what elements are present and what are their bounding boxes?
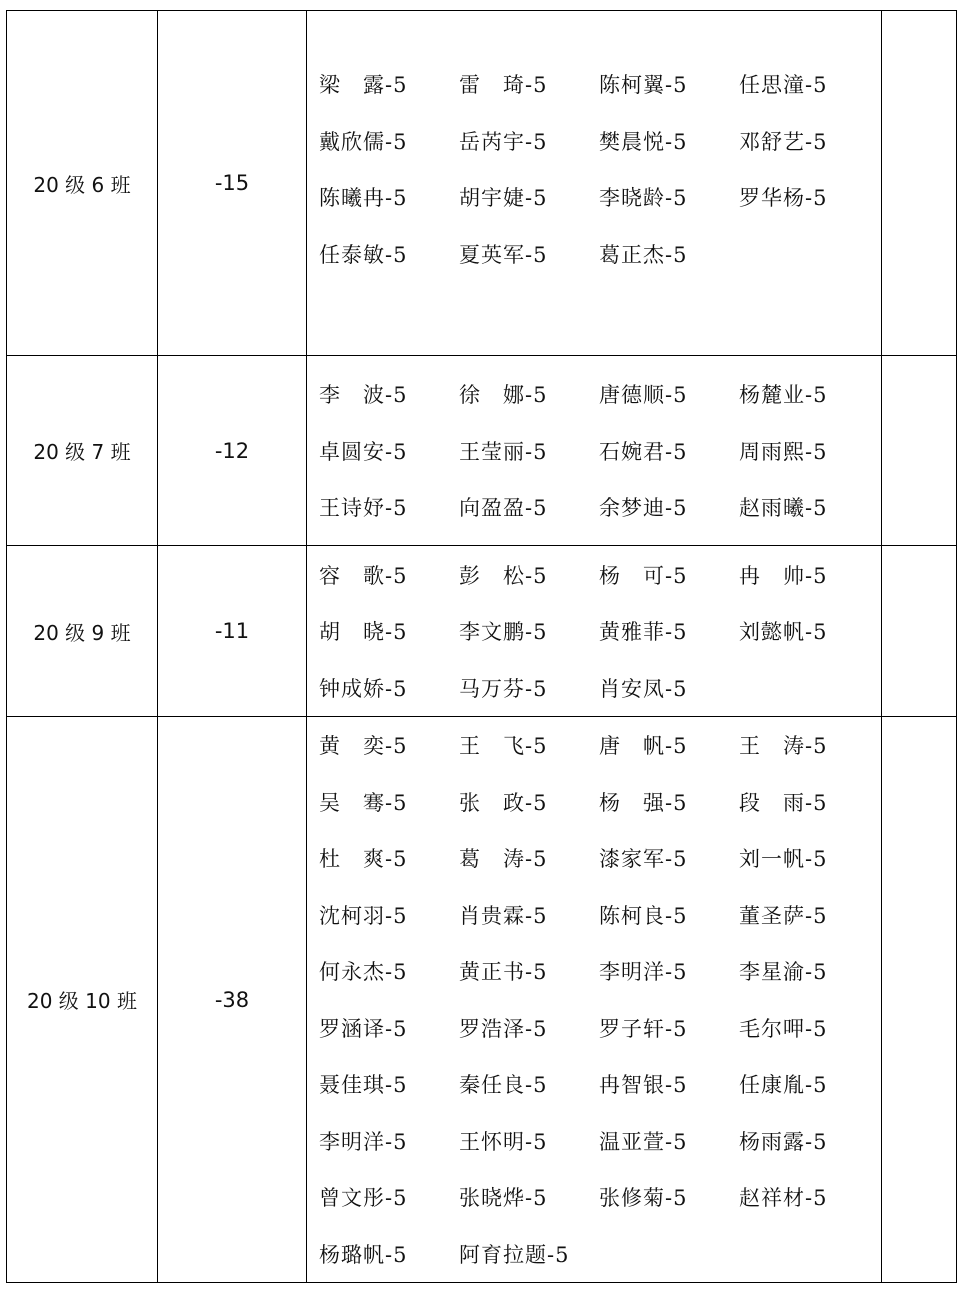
student-deduction: 罗子轩-5 [599, 1016, 688, 1041]
student-deduction: 樊晨悦-5 [599, 129, 688, 154]
student-deduction: 杨璐帆-5 [319, 1242, 408, 1267]
student-deduction: 彭 松-5 [459, 563, 548, 588]
student-deduction: 胡 晓-5 [319, 620, 408, 644]
student-deduction: 徐 娜-5 [459, 383, 548, 407]
student-deduction: 沈柯羽-5 [319, 903, 408, 928]
table-row [7, 717, 957, 1283]
names-cell [307, 356, 882, 546]
student-deduction: 梁 露-5 [319, 73, 408, 98]
score-cell: -38 [158, 717, 307, 1283]
student-deduction: 曾文彤-5 [319, 1186, 408, 1211]
class-cell: 20 级 10 班 [7, 717, 158, 1283]
score-cell: -11 [158, 546, 307, 717]
student-deduction: 秦任良-5 [459, 1073, 548, 1098]
student-deduction: 刘一帆-5 [739, 847, 828, 872]
student-deduction: 李晓龄-5 [599, 186, 688, 211]
names-list [307, 546, 881, 716]
remarks-cell [882, 11, 957, 356]
class-cell: 20 级 6 班 [7, 11, 158, 356]
student-deduction: 罗浩泽-5 [459, 1016, 548, 1041]
student-deduction: 漆家军-5 [599, 847, 688, 872]
student-deduction: 葛 涛-5 [459, 847, 548, 872]
names-list [307, 56, 881, 310]
deduction-table [6, 10, 957, 1283]
student-deduction: 董圣萨-5 [739, 903, 828, 928]
student-deduction: 毛尔呷-5 [739, 1016, 828, 1041]
student-deduction: 张 政-5 [459, 790, 548, 815]
student-deduction: 卓圆安-5 [319, 439, 408, 464]
student-deduction: 王莹丽-5 [459, 439, 548, 464]
score-cell: -15 [158, 11, 307, 356]
student-deduction: 李文鹏-5 [459, 620, 548, 644]
student-deduction: 李明洋-5 [319, 1129, 408, 1154]
student-deduction: 王诗妤-5 [319, 496, 408, 520]
student-deduction: 刘懿帆-5 [739, 620, 828, 644]
names-list [307, 717, 881, 1282]
student-deduction: 李星渝-5 [739, 960, 828, 985]
student-deduction: 李明洋-5 [599, 960, 688, 985]
student-deduction: 夏英军-5 [459, 242, 548, 267]
student-deduction: 邓舒艺-5 [739, 129, 828, 154]
student-deduction: 钟成娇-5 [319, 676, 408, 701]
student-deduction: 唐德顺-5 [599, 383, 688, 407]
class-cell: 20 级 7 班 [7, 356, 158, 546]
student-deduction: 黄雅菲-5 [599, 620, 688, 644]
table-row [7, 546, 957, 717]
student-deduction: 冉 帅-5 [739, 563, 828, 588]
remarks-cell [882, 356, 957, 546]
student-deduction: 何永杰-5 [319, 960, 408, 985]
table-row [7, 356, 957, 546]
student-deduction: 赵雨曦-5 [739, 496, 828, 520]
student-deduction: 任思潼-5 [739, 73, 828, 98]
student-deduction: 温亚萱-5 [599, 1129, 688, 1154]
student-deduction: 黄 奕-5 [319, 734, 408, 759]
student-deduction: 罗华杨-5 [739, 186, 828, 211]
student-deduction: 陈柯良-5 [599, 903, 688, 928]
student-deduction: 葛正杰-5 [599, 242, 688, 267]
student-deduction: 余梦迪-5 [599, 496, 688, 520]
names-cell [307, 717, 882, 1283]
student-deduction: 陈曦冉-5 [319, 186, 408, 211]
student-deduction: 赵祥材-5 [739, 1186, 828, 1211]
student-deduction: 杨 可-5 [599, 563, 688, 588]
student-deduction: 陈柯翼-5 [599, 73, 688, 98]
student-deduction: 张修菊-5 [599, 1186, 688, 1211]
student-deduction: 杨雨露-5 [739, 1129, 828, 1154]
student-deduction: 段 雨-5 [739, 790, 828, 815]
student-deduction: 胡宇婕-5 [459, 186, 548, 211]
student-deduction: 李 波-5 [319, 383, 408, 407]
names-cell [307, 11, 882, 356]
student-deduction: 张晓烨-5 [459, 1186, 548, 1211]
student-deduction: 肖安凤-5 [599, 676, 688, 701]
class-cell: 20 级 9 班 [7, 546, 158, 717]
student-deduction: 肖贵霖-5 [459, 903, 548, 928]
student-deduction: 黄正书-5 [459, 960, 548, 985]
student-deduction: 冉智银-5 [599, 1073, 688, 1098]
table-row [7, 11, 957, 356]
student-deduction: 雷 琦-5 [459, 73, 548, 98]
student-deduction: 王怀明-5 [459, 1129, 548, 1154]
student-deduction: 向盈盈-5 [459, 496, 548, 520]
student-deduction: 戴欣儒-5 [319, 129, 408, 154]
score-cell: -12 [158, 356, 307, 546]
student-deduction: 唐 帆-5 [599, 734, 688, 759]
student-deduction: 容 歌-5 [319, 563, 408, 588]
remarks-cell [882, 546, 957, 717]
names-list [307, 366, 881, 536]
remarks-cell [882, 717, 957, 1283]
student-deduction: 石婉君-5 [599, 439, 688, 464]
student-deduction: 吴 骞-5 [319, 790, 408, 815]
student-deduction: 周雨熙-5 [739, 439, 828, 464]
student-deduction: 岳芮宇-5 [459, 129, 548, 154]
student-deduction: 聂佳琪-5 [319, 1073, 408, 1098]
student-deduction: 马万芬-5 [459, 676, 548, 701]
student-deduction: 任泰敏-5 [319, 242, 408, 267]
names-cell [307, 546, 882, 717]
student-deduction: 杜 爽-5 [319, 847, 408, 872]
student-deduction: 罗涵译-5 [319, 1016, 408, 1041]
student-deduction: 杨 强-5 [599, 790, 688, 815]
student-deduction: 王 飞-5 [459, 734, 548, 759]
student-deduction: 王 涛-5 [739, 734, 828, 759]
student-deduction: 阿育拉题-5 [459, 1242, 570, 1267]
student-deduction: 任康胤-5 [739, 1073, 828, 1098]
student-deduction: 杨麓业-5 [739, 383, 828, 407]
